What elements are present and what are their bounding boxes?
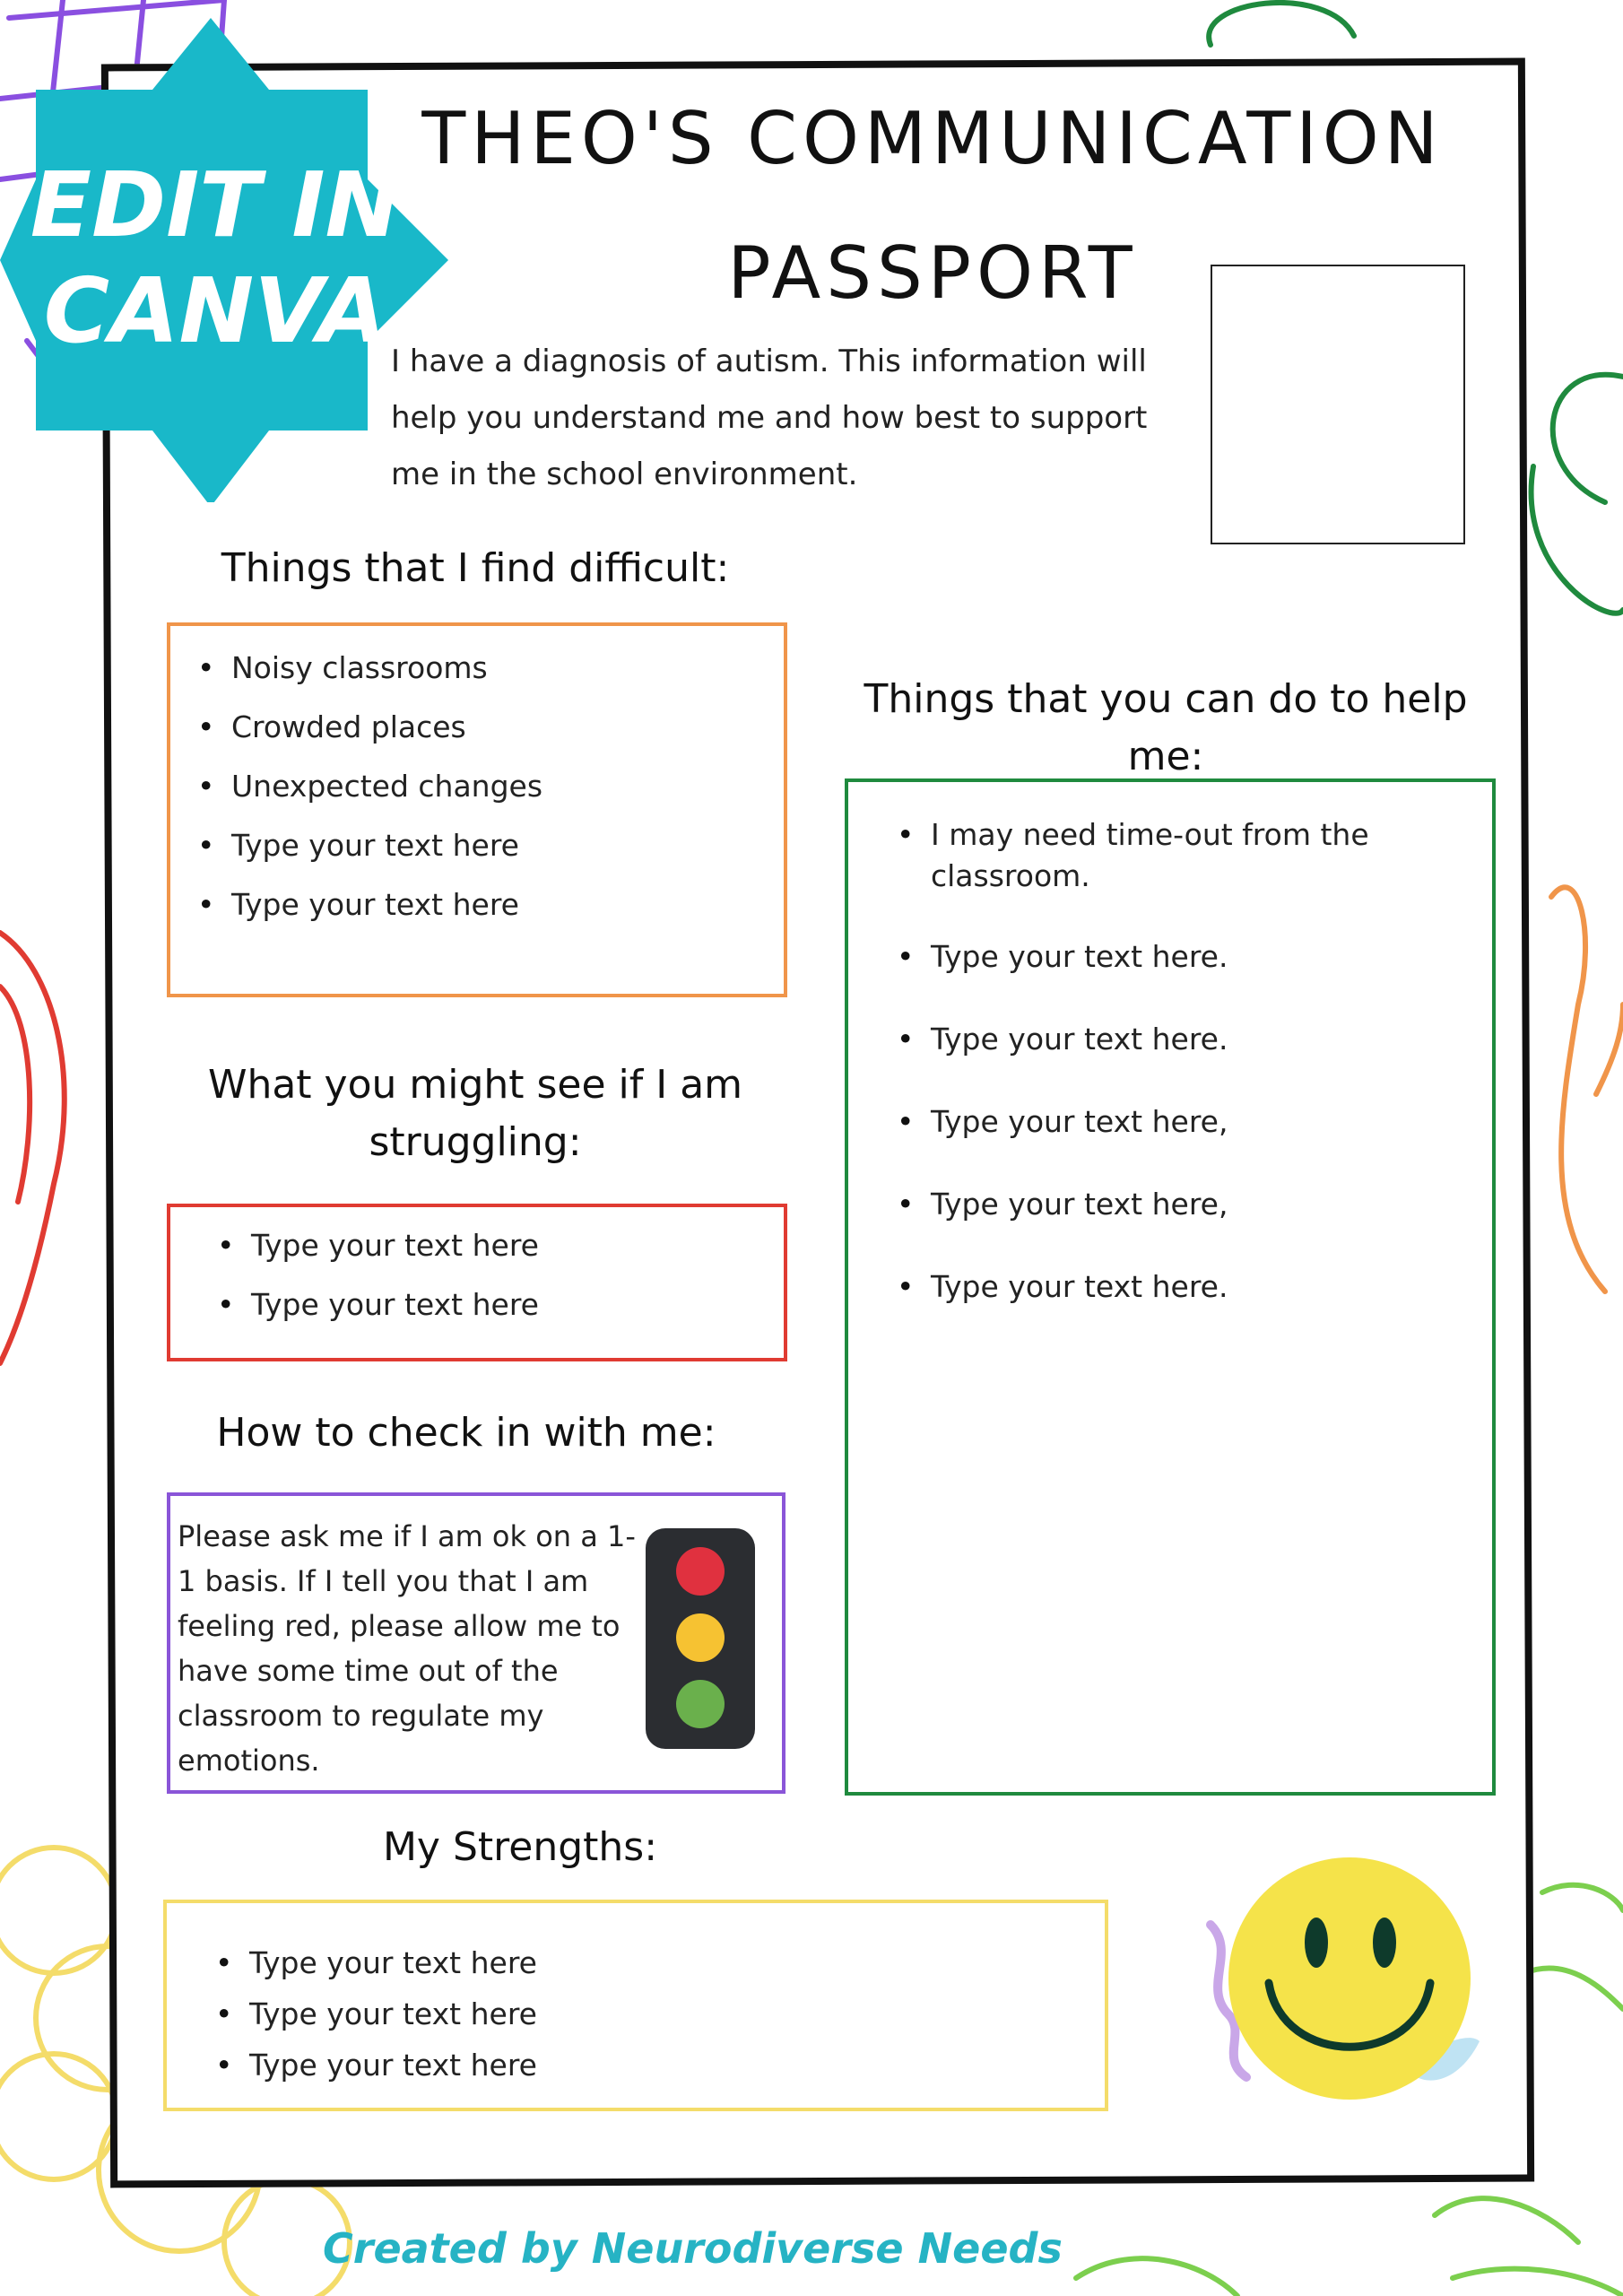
- page-title-line2: PASSPORT: [727, 231, 1138, 315]
- red-scribble-left: [0, 933, 65, 1363]
- footer-credit: Created by Neurodiverse Needs: [323, 2224, 1063, 2273]
- help-item: • Type your text here.: [931, 1019, 1433, 1060]
- difficult-heading: Things that I find difficult:: [221, 545, 730, 591]
- difficult-item: • Unexpected changes: [231, 757, 784, 816]
- intro-paragraph: I have a diagnosis of autism. This information will help you understand me and how best to support me in the school environment.: [391, 344, 1148, 492]
- badge-line2: CANVA: [43, 258, 387, 363]
- help-item: • Type your text here,: [931, 1184, 1433, 1225]
- difficult-item: • Type your text here: [231, 816, 784, 875]
- help-item: • I may need time-out from the classroom.: [931, 814, 1433, 897]
- strengths-item: • Type your text here: [249, 2039, 1105, 2091]
- struggling-heading: What you might see if I am struggling:: [207, 1062, 743, 1165]
- edit-in-canva-button[interactable]: [27, 152, 404, 364]
- help-item: • Type your text here.: [931, 936, 1433, 978]
- struggling-item: • Type your text here: [251, 1216, 784, 1275]
- badge-line1: EDIT IN: [30, 152, 401, 257]
- difficult-item: • Type your text here: [231, 875, 784, 935]
- struggling-box[interactable]: [167, 1204, 787, 1361]
- traffic-light-icon: [644, 1526, 757, 1751]
- help-heading: Things that you can do to help me:: [864, 676, 1468, 779]
- smiley-face-icon: [1193, 1853, 1488, 2113]
- page-title-line1: THEO'S COMMUNICATION: [421, 97, 1444, 180]
- help-item: • Type your text here.: [931, 1266, 1433, 1308]
- orange-scribble-right: [1551, 887, 1623, 1292]
- difficult-item: • Noisy classrooms: [231, 639, 784, 698]
- strengths-box[interactable]: [163, 1900, 1108, 2111]
- struggling-item: • Type your text here: [251, 1275, 784, 1335]
- checkin-heading: How to check in with me:: [216, 1410, 716, 1456]
- photo-placeholder[interactable]: [1211, 265, 1465, 544]
- help-box[interactable]: [845, 778, 1496, 1796]
- strengths-item: • Type your text here: [249, 1937, 1105, 1988]
- strengths-heading: My Strengths:: [382, 1824, 658, 1870]
- difficult-box[interactable]: [167, 622, 787, 997]
- checkin-text: Please ask me if I am ok on a 1-1 basis. If I tell you that I am feeling red, please allow me to have some time out of the classroom to regulate my emotions.: [178, 1519, 636, 1778]
- strengths-item: • Type your text here: [249, 1988, 1105, 2039]
- difficult-item: • Crowded places: [231, 698, 784, 757]
- help-item: • Type your text here,: [931, 1101, 1433, 1143]
